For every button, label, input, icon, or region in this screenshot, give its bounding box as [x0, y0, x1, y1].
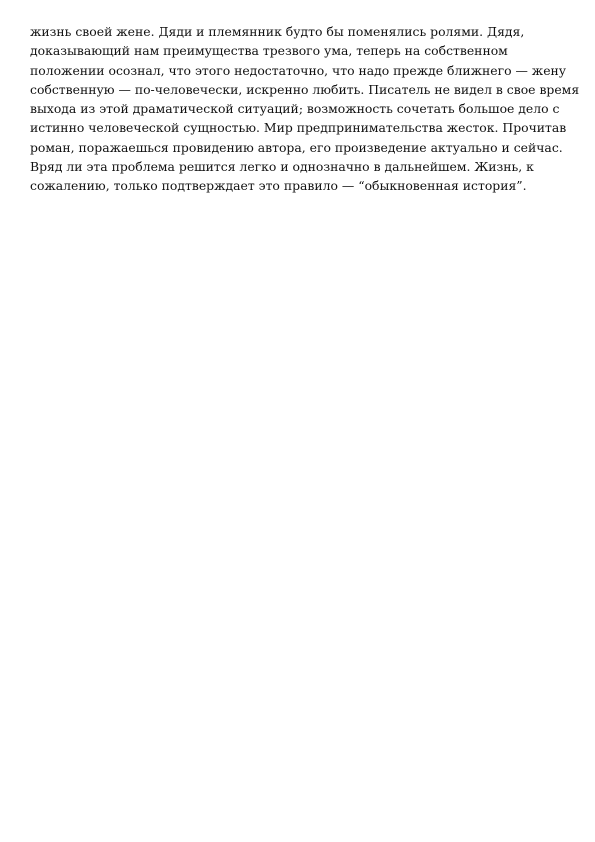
- paragraph-line: Вряд ли эта проблема решится легко и однозначно в дальнейшем. Жизнь, к: [30, 159, 534, 175]
- paragraph-line: истинно человеческой сущностью. Мир предпринимательства жесток. Прочитав: [30, 120, 567, 136]
- paragraph-line: собственную — по-человечески, искренно любить. Писатель не видел в свое время: [30, 81, 580, 97]
- paragraph-line: выхода из этой драматической ситуаций; возможность сочетать большое дело с: [30, 101, 560, 117]
- paragraph-line: роман, поражаешься провидению автора, его произведение актуально и сейчас.: [30, 139, 563, 155]
- paragraph-line: сожалению, только подтверждает это правило — “обыкновенная история”.: [30, 178, 527, 194]
- paragraph-line: жизнь своей жене. Дяди и племянник будто бы поменялись ролями. Дядя,: [30, 24, 525, 39]
- body-paragraph: [30, 22, 580, 196]
- paragraph-line: доказывающий нам преимущества трезвого ума, теперь на собственном: [30, 43, 508, 59]
- paragraph-line: положении осознал, что этого недостаточно, что надо прежде ближнего — жену: [30, 62, 567, 78]
